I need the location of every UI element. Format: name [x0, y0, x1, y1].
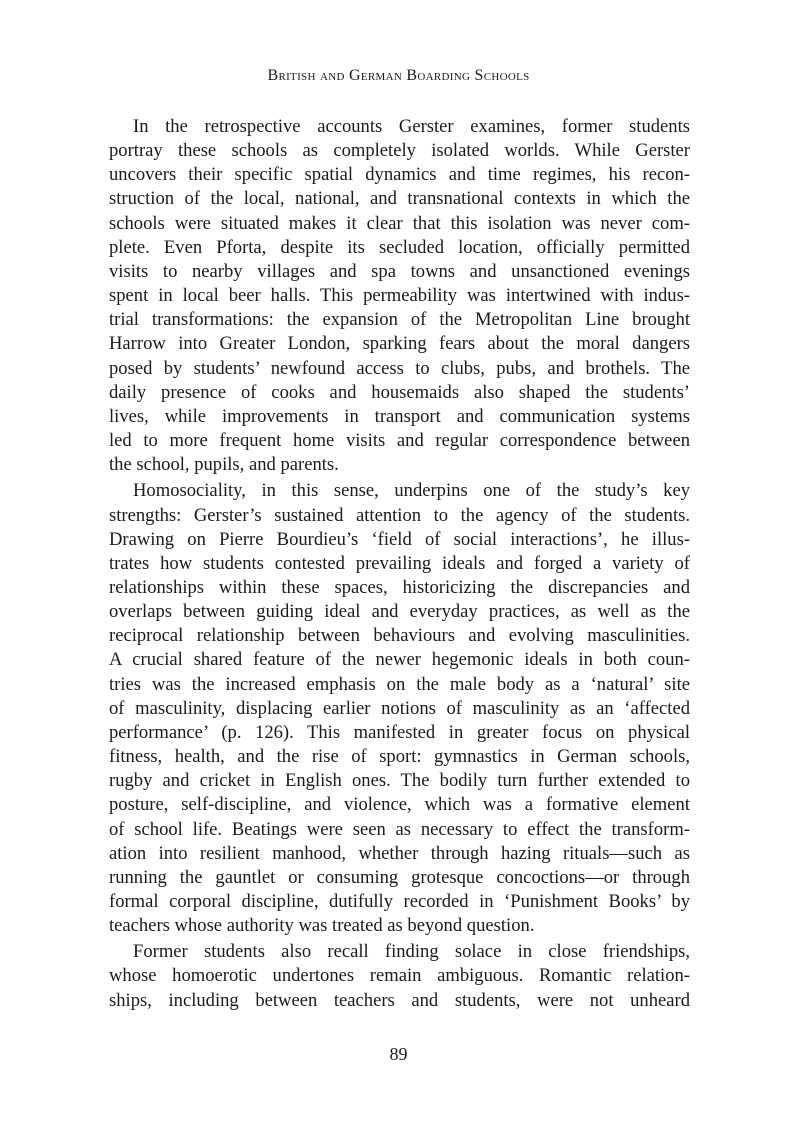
text-line: Homosociality, in this sense, underpins one of the study’s key [133, 480, 690, 502]
text-line: A crucial shared feature of the newer hegemonic ideals in both coun- [109, 649, 690, 671]
text-line: overlaps between guiding ideal and everyday practices, as well as the [109, 601, 690, 623]
text-line: visits to nearby villages and spa towns and unsanctioned evenings [109, 260, 690, 282]
text-line: schools were situated makes it clear that this isolation was never com- [109, 212, 690, 234]
text-line: lives, while improvements in transport and communication systems [109, 405, 690, 427]
text-line: plete. Even Pforta, despite its secluded location, officially permitted [109, 236, 690, 258]
text-line: rugby and cricket in English ones. The bodily turn further extended to [109, 770, 690, 792]
text-line: formal corporal discipline, dutifully recorded in ‘Punishment Books’ by [109, 891, 690, 912]
text-line: running the gauntlet or consuming grotesque concoctions—or through [109, 866, 690, 888]
text-line: tries was the increased emphasis on the male body as a ‘natural’ site [109, 673, 690, 695]
text-line: uncovers their specific spatial dynamics and time regimes, his recon- [109, 164, 690, 186]
text-line: performance’ (p. 126). This manifested in greater focus on physical [109, 721, 690, 743]
text-line: ation into resilient manhood, whether through hazing rituals—such as [109, 842, 690, 864]
text-line: posture, self-discipline, and violence, which was a formative element [109, 794, 690, 816]
running-head: British and German Boarding Schools [267, 67, 530, 84]
text-line: trial transformations: the expansion of the Metropolitan Line brought [109, 309, 690, 331]
text-line: of school life. Beatings were seen as necessary to effect the transform- [109, 818, 690, 840]
text-line: struction of the local, national, and transnational contexts in which the [109, 188, 690, 210]
text-line: strengths: Gerster’s sustained attention to the agency of the students. [109, 504, 690, 526]
page-number: 89 [389, 1044, 408, 1064]
text-line: Former students also recall finding solace in close friendships, [133, 941, 690, 963]
text-line: of masculinity, displacing earlier notions of masculinity as an ‘affected [109, 697, 690, 719]
text-line: whose homoerotic undertones remain ambiguous. Romantic relation- [109, 965, 690, 987]
text-line: teachers whose authority was treated as beyond question. [109, 915, 535, 937]
text-line: portray these schools as completely isolated worlds. While Gerster [109, 140, 690, 162]
text-line: relationships within these spaces, historicizing the discrepancies and [109, 576, 690, 598]
paragraph-2 [109, 479, 690, 938]
text-line: the school, pupils, and parents. [109, 454, 339, 476]
text-line: In the retrospective accounts Gerster examines, former students [133, 116, 690, 137]
text-line: daily presence of cooks and housemaids also shaped the students’ [109, 381, 690, 403]
text-line: spent in local beer halls. This permeability was intertwined with indus- [109, 285, 690, 307]
paragraph-3 [109, 940, 690, 1012]
text-line: fitness, health, and the rise of sport: gymnastics in German schools, [109, 746, 690, 768]
text-line: led to more frequent home visits and regular correspondence between [109, 430, 690, 452]
paragraph-1 [109, 115, 690, 477]
text-line: ships, including between teachers and students, were not unheard [109, 989, 690, 1011]
text-line: reciprocal relationship between behaviours and evolving masculinities. [109, 625, 690, 647]
text-line: posed by students’ newfound access to clubs, pubs, and brothels. The [109, 357, 690, 379]
text-line: trates how students contested prevailing ideals and forged a variety of [109, 552, 690, 574]
text-line: Harrow into Greater London, sparking fears about the moral dangers [109, 333, 690, 355]
text-line: Drawing on Pierre Bourdieu’s ‘field of social interactions’, he illus- [109, 528, 690, 550]
body-text [109, 115, 690, 1013]
